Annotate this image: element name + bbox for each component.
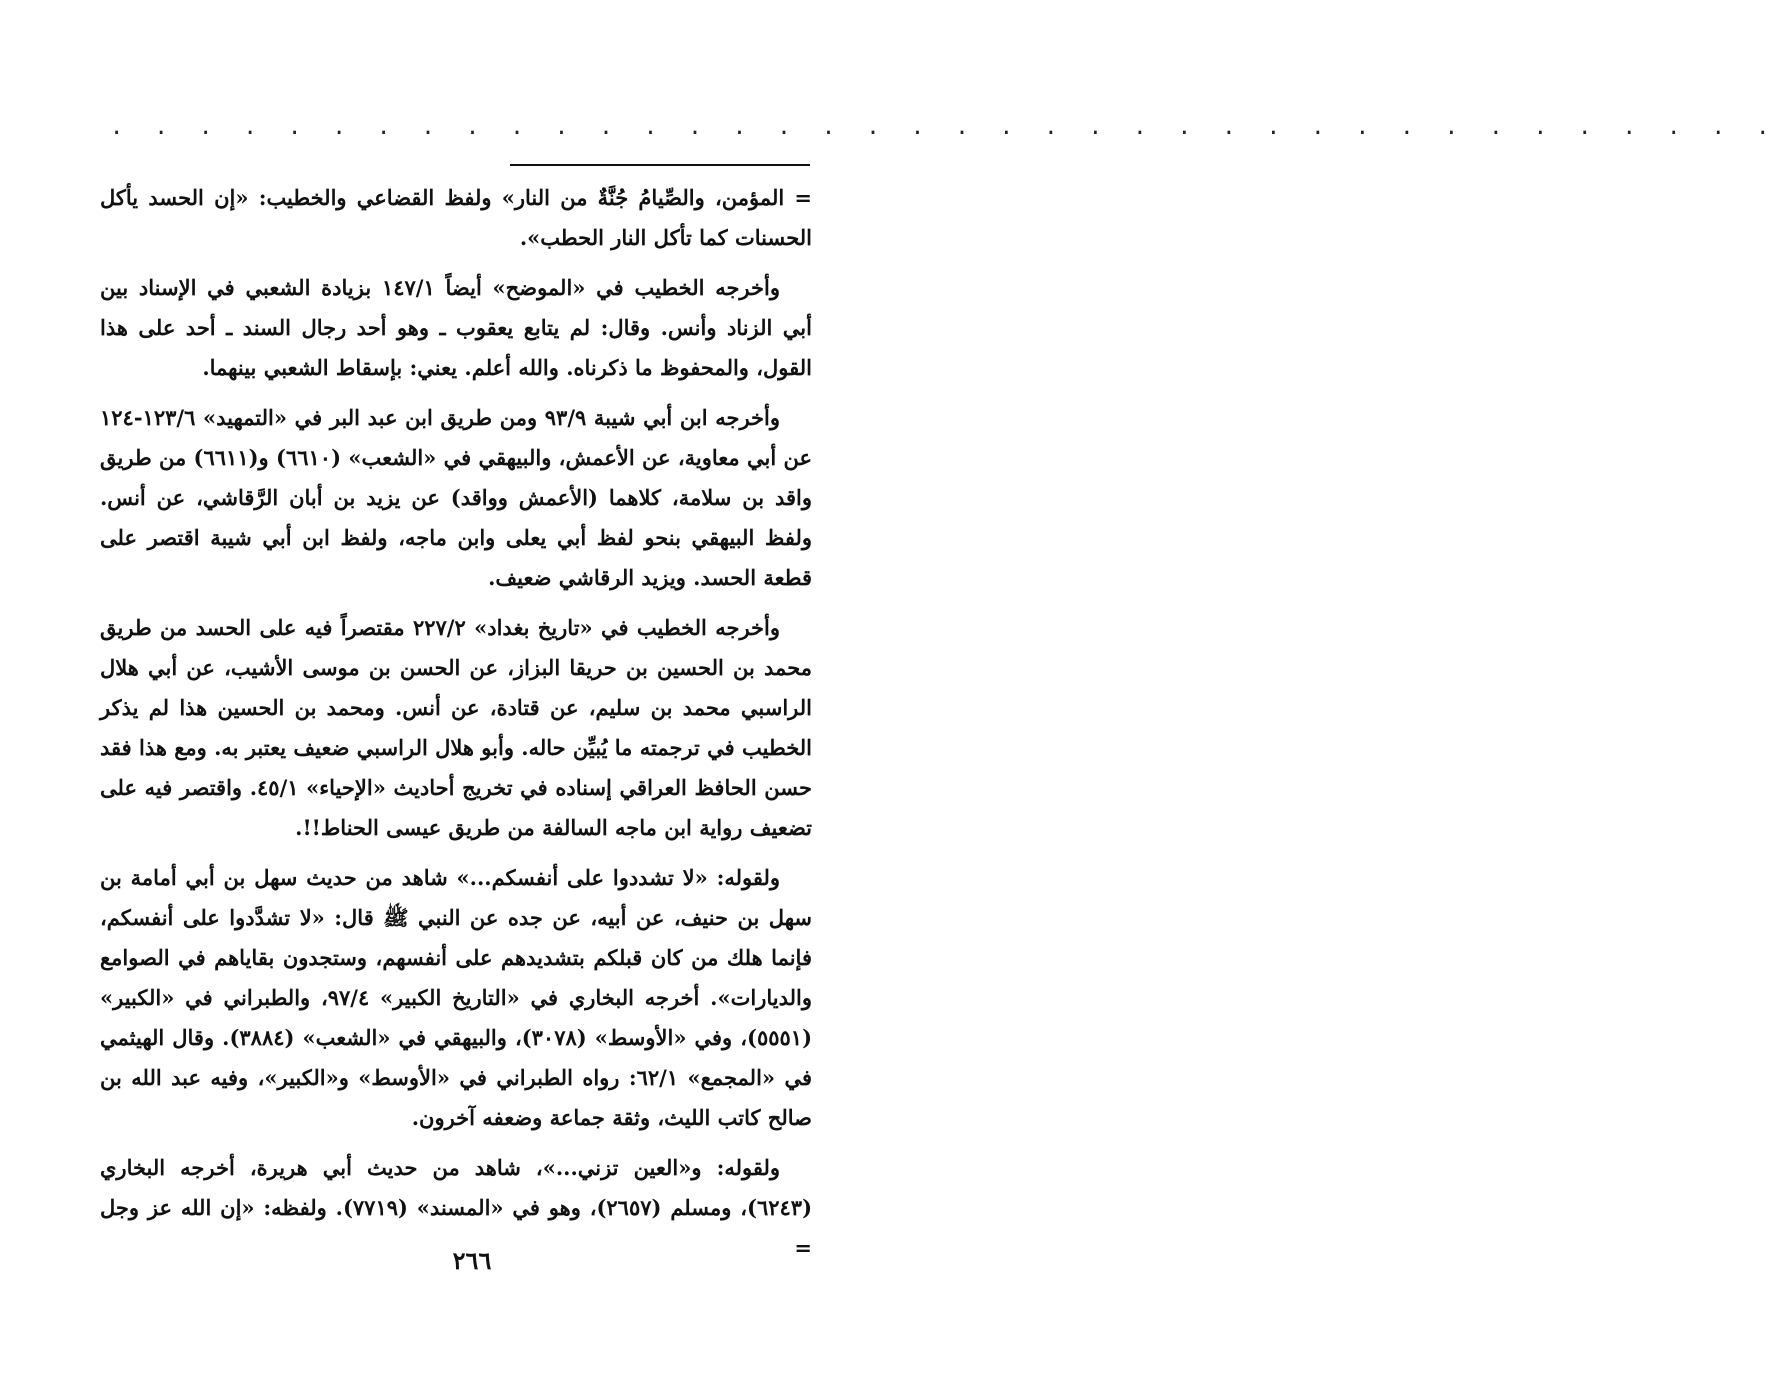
- separator-dots: . . . . . . . . . . . . . . . . . . . . . . . . . . . . . . . . . . . . . .: [110, 115, 1778, 140]
- footnote-paragraph: وأخرجه الخطيب في «الموضح» أيضاً ١٤٧/١ بزيادة الشعبي في الإسناد بين أبي الزناد وأنس. وقال: لم يتابع يعقوب ـ وهو أحد رجال السند ـ أحد على هذا القول، والمحفوظ ما ذكرناه. والله أعلم. يعني: بإسقاط الشعبي بينهما.: [100, 275, 812, 380]
- footnotes-block: [100, 178, 812, 1278]
- footnote-paragraph: وأخرجه الخطيب في «تاريخ بغداد» ٢٢٧/٢ مقتصراً فيه على الحسد من طريق محمد بن الحسين بن حريقا البزاز، عن الحسن بن موسى الأشيب، عن أبي هلال الراسبي محمد بن سليم، عن قتادة، عن أنس. ومحمد بن الحسين هذا لم يذكر الخطيب في ترجمته ما يُبيِّن حاله. وأبو هلال الراسبي ضعيف يعتبر به. ومع هذا فقد حسن الحافظ العراقي إسناده في تخريج أحاديث «الإحياء» ٤٥/١. واقتصر فيه على تضعيف رواية ابن ماجه السالفة من طريق عيسى الحناط!!.: [99, 615, 812, 840]
- footnote-paragraph: ولقوله: و«العين تزني...»، شاهد من حديث أبي هريرة، أخرجه البخاري (٦٢٤٣)، ومسلم (٢٦٥٧)، وهو في «المسند» (٧٧١٩). ولفظه: «إن الله عز وجل =: [100, 1155, 813, 1260]
- footnote-paragraph: وأخرجه ابن أبي شيبة ٩٣/٩ ومن طريق ابن عبد البر في «التمهيد» ١٢٣/٦-١٢٤ عن أبي معاوية، عن الأعمش، والبيهقي في «الشعب» (٦٦١٠) و(٦٦١١) من طريق واقد بن سلامة، كلاهما (الأعمش وواقد) عن يزيد بن أبان الرَّقاشي، عن أنس. ولفظ البيهقي بنحو لفظ أبي يعلى وابن ماجه، ولفظ ابن أبي شيبة اقتصر على قطعة الحسد. ويزيد الرقاشي ضعيف.: [100, 405, 813, 590]
- footnote-paragraph: = المؤمن، والصِّيامُ جُنَّةٌ من النار» ولفظ القضاعي والخطيب: «إن الحسد يأكل الحسنات كما تأكل النار الحطب».: [100, 185, 812, 250]
- page-number: ٢٦٦: [452, 1246, 492, 1275]
- footnote-rule: [510, 164, 810, 166]
- footnote-paragraph: ولقوله: «لا تشددوا على أنفسكم...» شاهد من حديث سهل بن أبي أمامة بن سهل بن حنيف، عن أبيه، عن جده عن النبي ﷺ قال: «لا تشدَّدوا على أنفسكم، فإنما هلك من كان قبلكم بتشديدهم على أنفسهم، وستجدون بقاياهم في الصوامع والديارات». أخرجه البخاري في «التاريخ الكبير» ٩٧/٤، والطبراني في «الكبير» (٥٥٥١)، وفي «الأوسط» (٣٠٧٨)، والبيهقي في «الشعب» (٣٨٨٤). وقال الهيثمي في «المجمع» ٦٢/١: رواه الطبراني في «الأوسط» و«الكبير»، وفيه عبد الله بن صالح كاتب الليث، وثقة جماعة وضعفه آخرون.: [100, 865, 813, 1130]
